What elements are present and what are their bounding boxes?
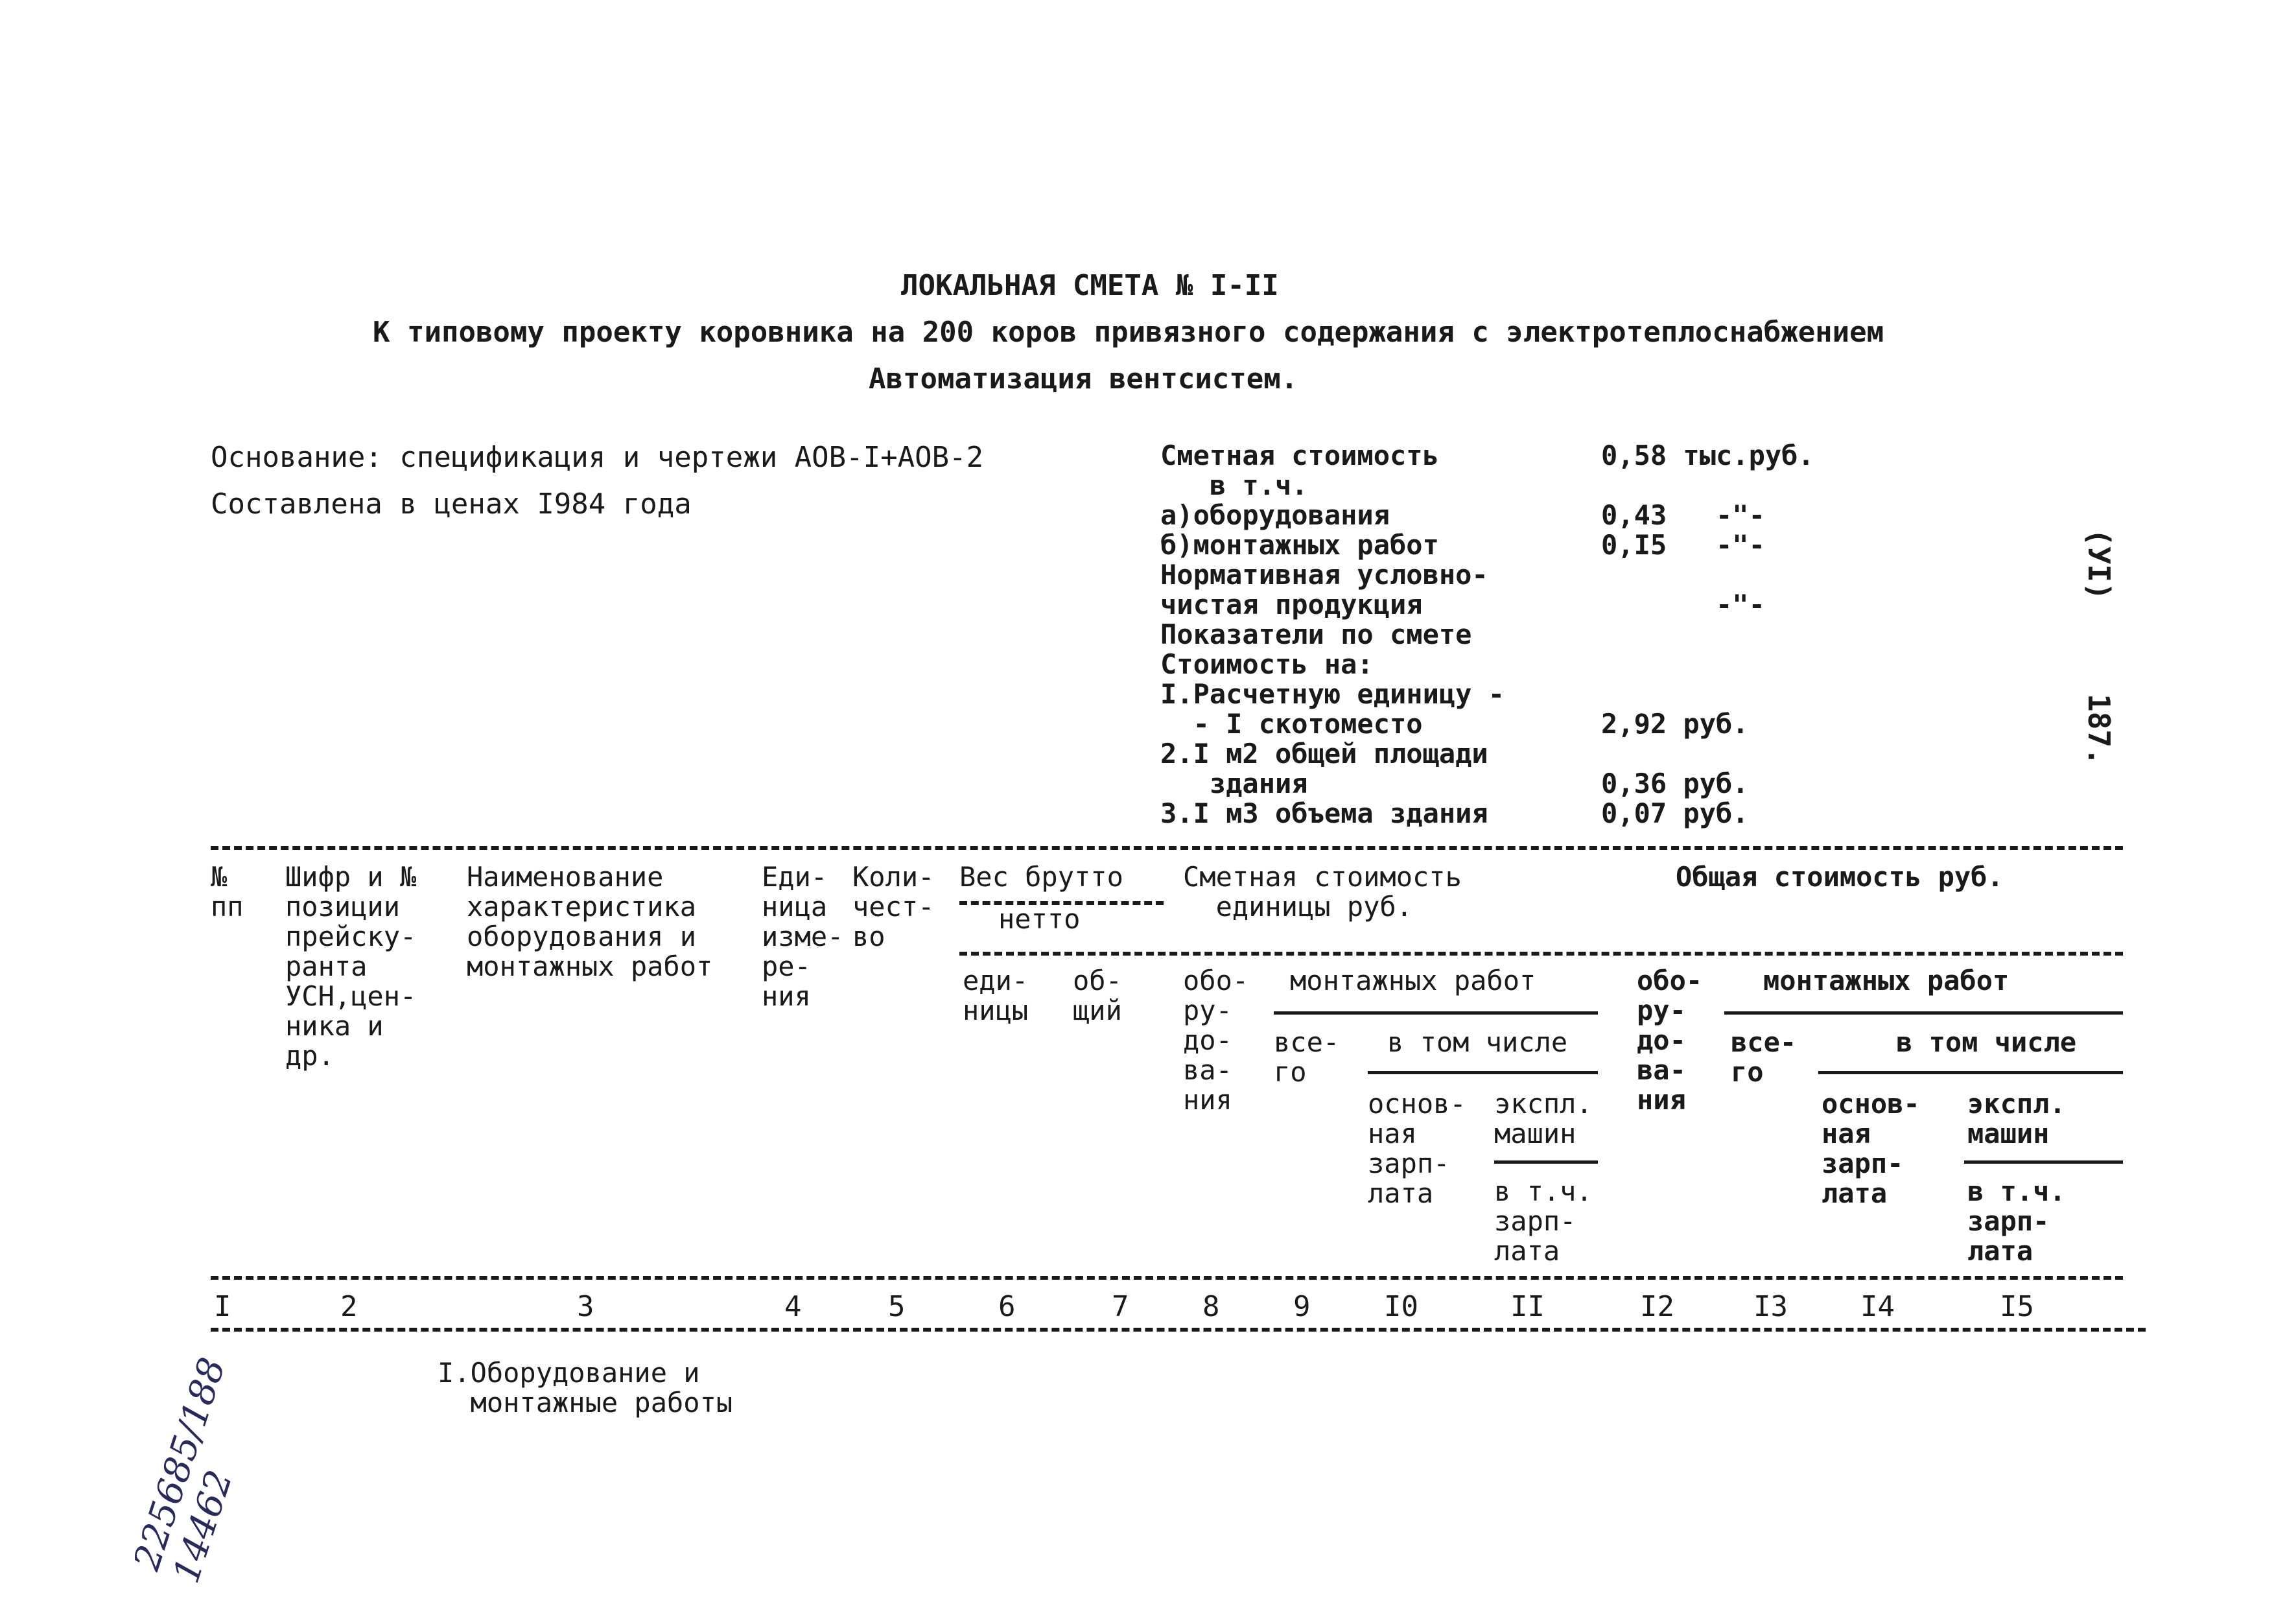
header-col-1: № пп — [211, 861, 244, 923]
column-number: I4 — [1860, 1290, 1895, 1323]
summary-label: Стоимость на: — [1160, 648, 1374, 680]
summary-label: чистая продукция — [1160, 589, 1423, 620]
summary-value: 0,58 тыс.руб. — [1601, 440, 1814, 471]
summary-value — [1601, 739, 1814, 769]
header-col-5: Коли- чест- во — [852, 861, 935, 952]
summary-label: Нормативная условно- — [1160, 559, 1488, 591]
column-number: 8 — [1202, 1290, 1220, 1323]
sheet-mark: (УI) — [2081, 528, 2116, 600]
page-number: 187. — [2081, 694, 2116, 766]
column-number: 4 — [784, 1290, 802, 1323]
column-number: 9 — [1293, 1290, 1311, 1323]
column-number: 5 — [888, 1290, 906, 1323]
header-mount-unit: монтажных работ — [1290, 965, 1536, 996]
header-mach-total: экспл. машин — [1967, 1088, 2066, 1149]
summary-value — [1601, 650, 1814, 679]
summary-label: а)оборудования — [1160, 499, 1390, 531]
header-unit-cost: Сметная стоимость единицы руб. — [1183, 861, 1462, 923]
header-netto: нетто — [998, 903, 1081, 935]
summary-label: Сметная стоимость — [1160, 440, 1439, 471]
header-weight: Вес брутто — [959, 861, 1123, 893]
header-mach-unit: экспл. машин — [1494, 1088, 1593, 1149]
column-number: 6 — [998, 1290, 1016, 1323]
summary-value: 0,36 руб. — [1601, 768, 1749, 799]
summary-label: б)монтажных работ — [1160, 529, 1439, 561]
basis-line-2: Составлена в ценах I984 года — [211, 488, 692, 521]
summary-value — [1601, 560, 1814, 590]
rule-mach-unit — [1494, 1160, 1598, 1164]
header-all-total: все- го — [1731, 1026, 1797, 1088]
document-title: ЛОКАЛЬНАЯ СМЕТА № I-II — [901, 269, 1279, 302]
header-total-cost: Общая стоимость руб. — [1676, 861, 2004, 893]
summary-value — [1601, 471, 1814, 500]
header-equip-total: обо- ру- до- ва- ния — [1637, 965, 1703, 1116]
column-number: II — [1510, 1290, 1545, 1323]
summary-value: 0,07 руб. — [1601, 797, 1749, 829]
summary-value — [1601, 620, 1814, 650]
summary-labels — [1160, 441, 1505, 829]
summary-label: I.Расчетную единицу - — [1160, 678, 1505, 710]
header-col-4: Еди- ница изме- ре- ния — [762, 861, 844, 1012]
header-mach-wage-unit: в т.ч. зарп- лата — [1494, 1175, 1593, 1267]
column-number: 2 — [340, 1290, 358, 1323]
summary-value: 0,43 -"- — [1601, 499, 1765, 531]
header-wage-unit: основ- ная зарп- лата — [1368, 1088, 1466, 1209]
header-col-2: Шифр и № позиции прейску- ранта УСН,цен- ника и др. — [285, 861, 417, 1072]
column-number-rule — [211, 1328, 2146, 1332]
rule-mount-unit — [1274, 1011, 1598, 1015]
table-top-rule — [211, 846, 2123, 850]
summary-label: 3.I м3 объема здания — [1160, 797, 1488, 829]
summary-value: 2,92 руб. — [1601, 708, 1749, 740]
summary-value: 0,I5 -"- — [1601, 529, 1765, 561]
summary-label: здания — [1160, 768, 1308, 799]
header-wage-total: основ- ная зарп- лата — [1822, 1088, 1920, 1209]
column-number: I — [214, 1290, 231, 1323]
column-number: I2 — [1640, 1290, 1674, 1323]
header-col-3: Наименование характеристика оборудования и монтажных работ — [467, 861, 713, 982]
rule-weight — [959, 901, 1164, 905]
header-incl-unit: в том числе — [1387, 1026, 1568, 1058]
header-weight-total: об- щий — [1073, 965, 1122, 1026]
column-number: 7 — [1112, 1290, 1129, 1323]
header-equip-unit: обо- ру- до- ва- ния — [1183, 965, 1249, 1116]
summary-values — [1601, 441, 1814, 829]
header-bottom-rule — [211, 1276, 2123, 1280]
summary-label: 2.I м2 общей площади — [1160, 738, 1488, 770]
summary-value — [1601, 679, 1814, 709]
column-number: 3 — [577, 1290, 594, 1323]
column-number: I5 — [2000, 1290, 2034, 1323]
header-mach-wage-total: в т.ч. зарп- лата — [1967, 1175, 2066, 1267]
column-number: I0 — [1384, 1290, 1418, 1323]
document-section: Автоматизация вентсистем. — [869, 362, 1298, 395]
rule-incl-unit — [1368, 1071, 1598, 1074]
summary-label: в т.ч. — [1160, 469, 1308, 501]
rule-mach-total — [1964, 1160, 2123, 1164]
basis-line-1: Основание: спецификация и чертежи АОВ-I+АОВ-2 — [211, 441, 984, 474]
section-row-title: I.Оборудование и монтажные работы — [438, 1357, 733, 1418]
header-incl-total: в том числе — [1896, 1026, 2077, 1058]
header-mount-total: монтажных работ — [1763, 965, 2010, 996]
summary-label: - I скотоместо — [1160, 708, 1423, 740]
header-all-unit: все- го — [1274, 1026, 1340, 1088]
summary-label: Показатели по смете — [1160, 618, 1472, 650]
handwritten-inventory-note: 225685/188 14462 — [126, 1352, 241, 1588]
rule-incl-total — [1818, 1071, 2123, 1074]
column-number: I3 — [1753, 1290, 1788, 1323]
document-subtitle: К типовому проекту коровника на 200 коров привязного содержания с электротеплоснабжением — [373, 316, 1884, 349]
rule-mount-total — [1724, 1011, 2123, 1015]
rule-subheader — [959, 952, 2123, 956]
summary-value: -"- — [1601, 589, 1765, 620]
header-weight-unit: еди- ницы — [963, 965, 1029, 1026]
